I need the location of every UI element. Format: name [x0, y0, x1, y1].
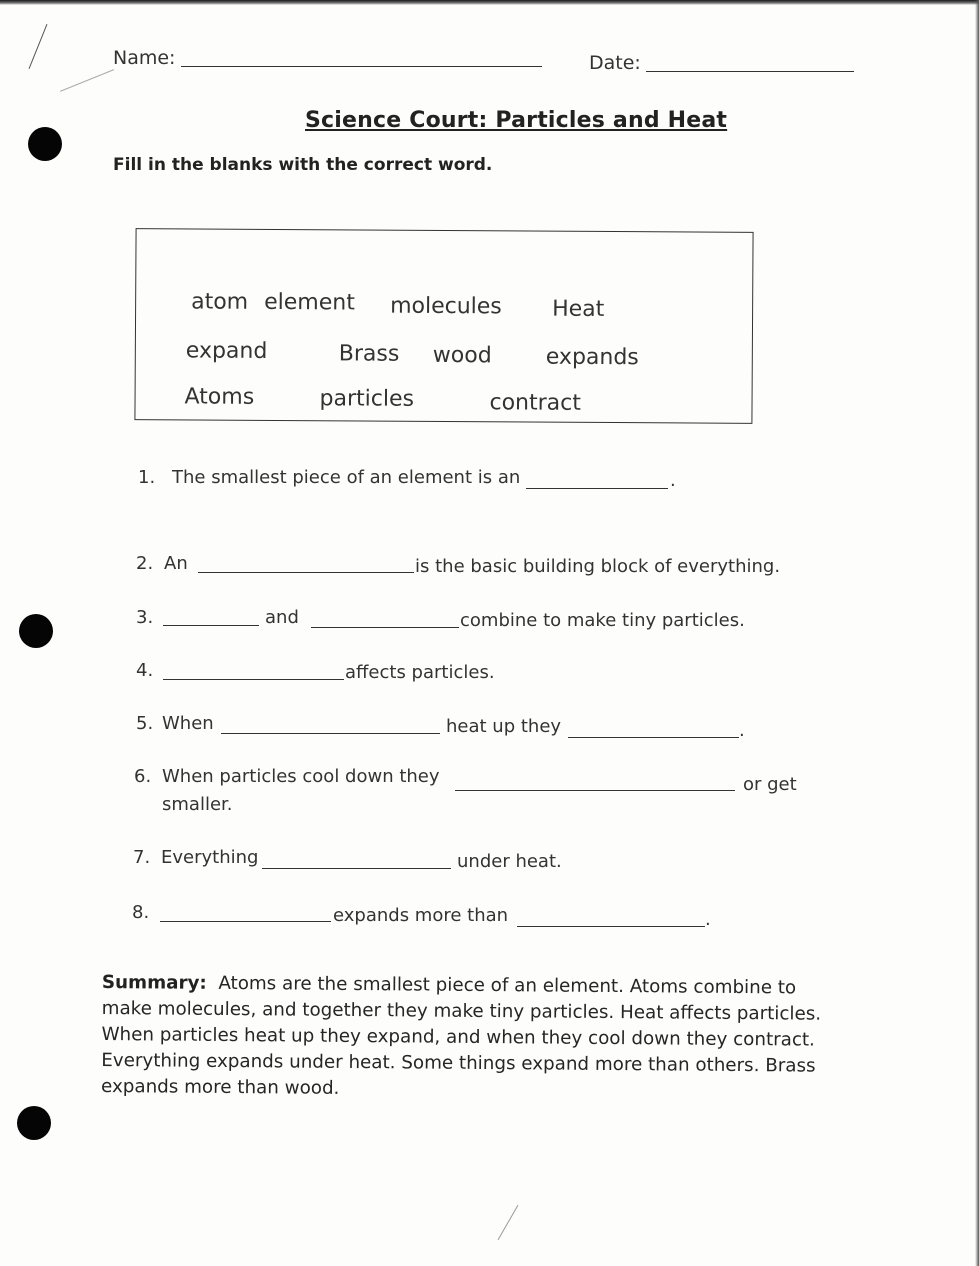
- question-text: or get: [743, 774, 797, 795]
- question-text: is the basic building block of everything.: [415, 556, 781, 577]
- question-number: 5.: [136, 713, 154, 734]
- question-text: .: [705, 909, 711, 930]
- name-label: Name:: [113, 47, 176, 69]
- pencil-mark: [29, 24, 48, 69]
- answer-blank-4[interactable]: [163, 679, 344, 680]
- summary-text: Atoms are the smallest piece of an element. Atoms combine to make molecules, and together they make tiny particles. Heat affects particles. When particles heat up they expand, and when they cool down they contract. Everything expands under heat. Some things expand more than others. Brass expands more than wood.: [101, 972, 822, 1099]
- answer-blank-2[interactable]: [198, 572, 414, 573]
- punch-hole-bottom: [17, 1106, 51, 1140]
- word-bank-item: element: [264, 289, 355, 316]
- word-bank-item: wood: [432, 342, 492, 369]
- scan-top-edge: [0, 0, 979, 5]
- question-number: 6.: [134, 766, 152, 787]
- answer-blank-5a[interactable]: [221, 733, 440, 734]
- question-number: 7.: [133, 847, 151, 868]
- page-title: Science Court: Particles and Heat: [305, 108, 728, 133]
- answer-blank-8a[interactable]: [160, 921, 331, 922]
- question-number: 1.: [138, 467, 156, 488]
- question-text: and: [265, 607, 299, 628]
- question-text: An: [164, 553, 188, 574]
- question-number: 2.: [136, 553, 154, 574]
- word-bank-item: Brass: [338, 341, 400, 367]
- question-text: under heat.: [457, 851, 562, 872]
- question-number: 8.: [132, 902, 150, 923]
- word-bank: [134, 228, 753, 424]
- question-number: 4.: [136, 660, 154, 681]
- word-bank-item: expands: [545, 344, 639, 371]
- question-text: combine to make tiny particles.: [460, 610, 745, 631]
- question-text: affects particles.: [345, 662, 495, 683]
- answer-blank-6[interactable]: [455, 790, 735, 791]
- answer-blank-8b[interactable]: [517, 926, 705, 927]
- answer-blank-3b[interactable]: [311, 627, 459, 628]
- word-bank-item: particles: [319, 386, 415, 412]
- word-bank-item: Atoms: [184, 384, 255, 410]
- answer-blank-5b[interactable]: [568, 737, 739, 738]
- instructions: Fill in the blanks with the correct word.: [113, 155, 493, 175]
- question-text: When: [162, 713, 214, 734]
- question-text: The smallest piece of an element is an: [172, 467, 521, 488]
- question-text: When particles cool down they: [162, 766, 440, 787]
- question-text: .: [739, 720, 745, 741]
- word-bank-item: contract: [489, 390, 581, 416]
- answer-blank-3a[interactable]: [163, 625, 259, 626]
- word-bank-item: expand: [185, 338, 268, 364]
- question-text: Everything: [161, 847, 259, 868]
- name-field[interactable]: [181, 66, 542, 67]
- word-bank-item: atom: [191, 289, 249, 315]
- word-bank-item: molecules: [390, 293, 502, 320]
- question-number: 3.: [136, 607, 154, 628]
- question-text: heat up they: [446, 716, 562, 737]
- summary-paragraph: [101, 970, 834, 1106]
- pencil-mark: [60, 69, 114, 92]
- question-text: smaller.: [162, 794, 233, 815]
- pencil-mark: [498, 1205, 519, 1240]
- date-field[interactable]: [646, 71, 854, 72]
- word-bank-item: Heat: [552, 296, 605, 322]
- punch-hole-top: [28, 127, 62, 161]
- scan-right-edge: [975, 0, 979, 1266]
- question-text: expands more than: [333, 905, 509, 926]
- answer-blank-1[interactable]: [526, 488, 668, 489]
- punch-hole-middle: [19, 614, 53, 648]
- date-label: Date:: [589, 52, 641, 74]
- summary-label: Summary:: [101, 971, 207, 994]
- answer-blank-7[interactable]: [262, 868, 451, 869]
- question-text: .: [670, 470, 676, 491]
